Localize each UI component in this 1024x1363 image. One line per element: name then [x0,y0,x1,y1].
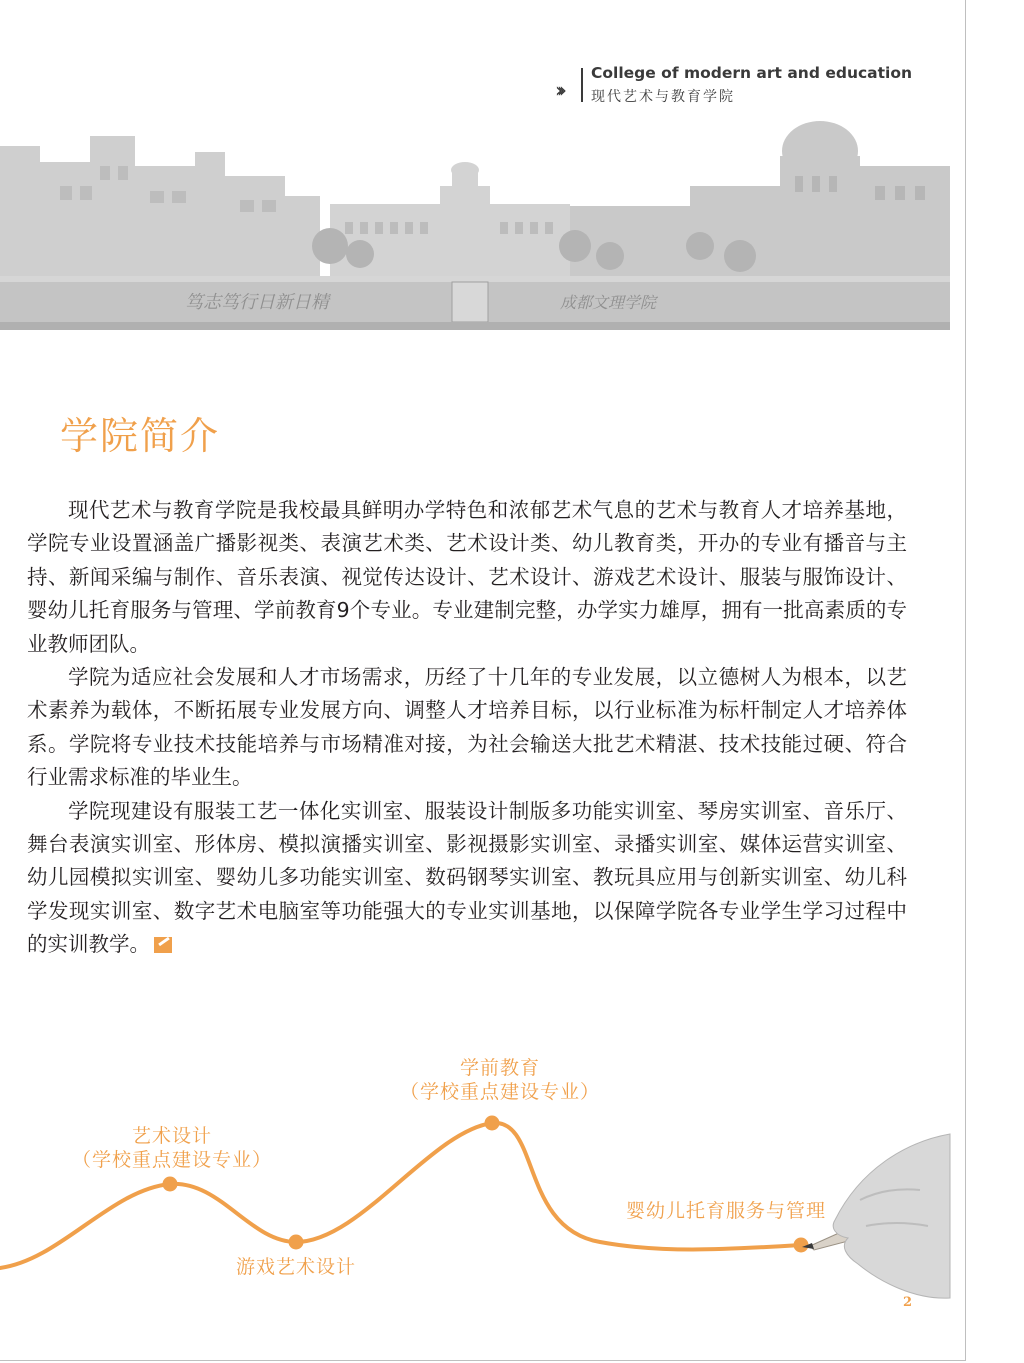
wall-text-right: 成都文理学院 [560,293,657,312]
timeline-dot-game-art [289,1235,304,1250]
timeline-item-name: 婴幼儿托育服务与管理 [625,1200,826,1222]
timeline-label-infant-care [606,1199,846,1223]
timeline-dot-preschool [485,1116,500,1131]
timeline-dot-infant-care [794,1238,809,1253]
header-english-title: College of modern art and education [591,64,913,82]
end-mark-icon [154,937,172,953]
timeline-item-note: （学校重点建设专业） [399,1081,600,1103]
timeline-label-game-art [206,1255,386,1279]
timeline-label-art-design [62,1124,282,1172]
campus-banner-image [0,96,950,330]
timeline-item-name: 学前教育 [459,1057,540,1079]
timeline-item-name: 游戏艺术设计 [235,1256,356,1278]
header-chinese-title: 现代艺术与教育学院 [591,89,735,105]
timeline-item-note: （学校重点建设专业） [71,1149,272,1171]
section-title: 学院简介 [60,414,221,458]
paragraph-1: 现代艺术与教育学院是我校最具鲜明办学特色和浓郁艺术气息的艺术与教育人才培养基地，学院专业设置涵盖广播影视类、表演艺术类、艺术设计类、幼儿教育类，开办的专业有播音与主持、新闻采编与制作、音乐表演、视觉传达设计、艺术设计、游戏艺术设计、服装与服饰设计、婴幼儿托育服务与管理、学前教育9个专业。专业建制完整，办学实力雄厚，拥有一批高素质的专业教师团队。 [27,498,907,656]
timeline-dot-art-design [163,1177,178,1192]
paragraph-2: 学院为适应社会发展和人才市场需求，历经了十几年的专业发展，以立德树人为根本，以艺术素养为载体，不断拓展专业发展方向、调整人才培养目标，以行业标准为标杆制定人才培养体系。学院将专业技术技能培养与市场精准对接，为社会输送大批艺术精湛、技术技能过硬、符合行业需求标准的毕业生。 [27,665,907,790]
page-number: 2 [903,1295,913,1310]
paragraph-3-text: 学院现建设有服装工艺一体化实训室、服装设计制版多功能实训室、琴房实训室、音乐厅、舞台表演实训室、形体房、模拟演播实训室、影视摄影实训室、录播实训室、媒体运营实训室、幼儿园模拟实训室、婴幼儿多功能实训室、数码钢琴实训室、教玩具应用与创新实训室、幼儿科学发现实训室、数字艺术电脑室等功能强大的专业实训基地，以保障学院各专业学生学习过程中的实训教学。 [27,798,907,957]
wall-text-left: 笃志笃行日新日精 [185,292,329,313]
timeline-item-name: 艺术设计 [131,1125,212,1147]
double-chevron-icon: ››› [555,78,561,102]
timeline-label-preschool [390,1056,610,1104]
intro-body [27,494,907,962]
paragraph-3 [27,795,907,962]
